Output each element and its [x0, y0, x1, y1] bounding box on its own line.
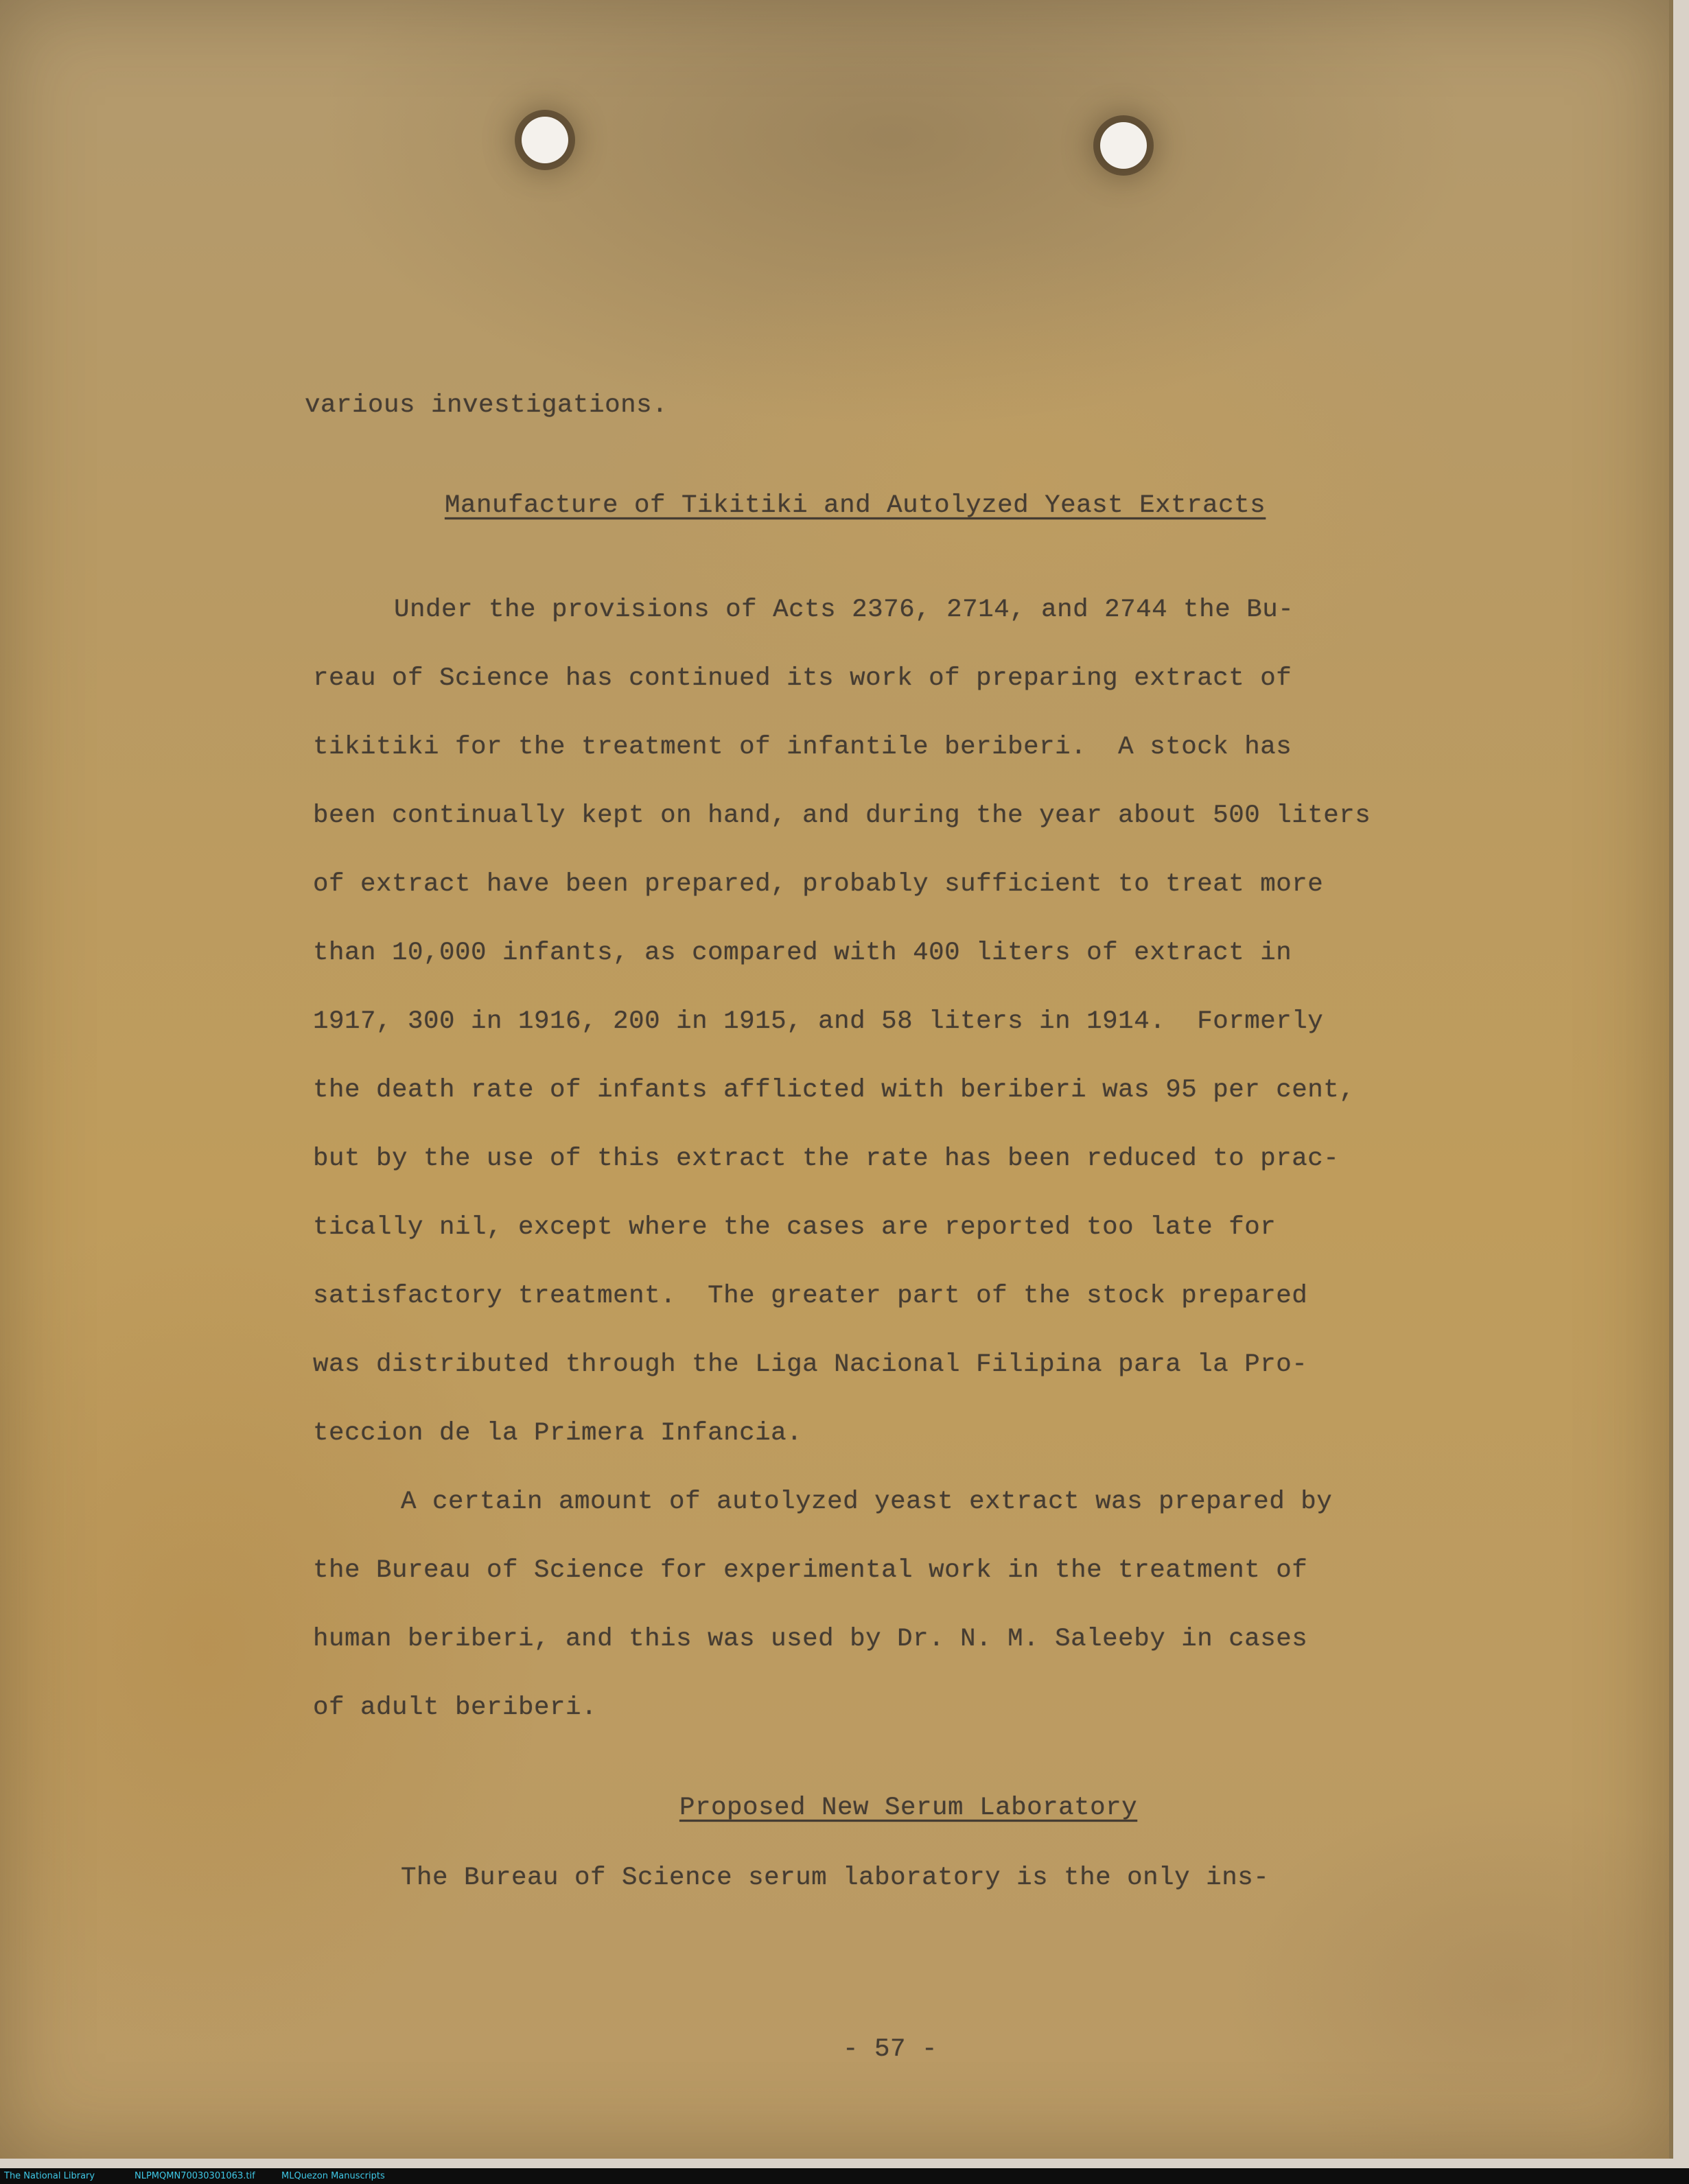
paragraph-line: satisfactory treatment. The greater part of the stock prepared	[313, 1282, 1308, 1311]
page-number: - 57 -	[843, 2035, 938, 2064]
paragraph-line: than 10,000 infants, as compared with 400 liters of extract in	[313, 939, 1292, 967]
footer-filename: NLPMQMN7003030106З.tif	[135, 2171, 255, 2181]
paragraph-line: teccion de la Primera Infancia.	[313, 1419, 803, 1448]
carryover-line: various investigations.	[305, 391, 668, 420]
paragraph-line: of adult beriberi.	[313, 1693, 598, 1722]
paragraph-line: reau of Science has continued its work of preparing extract of	[313, 664, 1292, 693]
paragraph-line: A certain amount of autolyzed yeast extract was prepared by	[401, 1488, 1333, 1516]
paragraph-line: Under the provisions of Acts 2376, 2714, and 2744 the Bu-	[394, 596, 1294, 624]
paragraph-line: 1917, 300 in 1916, 200 in 1915, and 58 liters in 1914. Formerly	[313, 1007, 1324, 1036]
paragraph-line: The Bureau of Science serum laboratory is the only ins-	[401, 1864, 1270, 1892]
paragraph-line: tikitiki for the treatment of infantile beriberi. A stock has	[313, 733, 1292, 762]
paragraph-line: human beriberi, and this was used by Dr. N. M. Saleeby in cases	[313, 1625, 1308, 1654]
paragraph-line: the death rate of infants afflicted with beriberi was 95 per cent,	[313, 1076, 1355, 1105]
footer-library: The National Library	[4, 2171, 95, 2181]
punch-hole-right	[1100, 122, 1147, 169]
punch-hole-left	[522, 117, 568, 163]
paragraph-line: was distributed through the Liga Nacional Filipina para la Pro-	[313, 1350, 1308, 1379]
paragraph-line: tically nil, except where the cases are reported too late for	[313, 1213, 1277, 1242]
paragraph-line: but by the use of this extract the rate has been reduced to prac-	[313, 1144, 1340, 1173]
paragraph-line: the Bureau of Science for experimental work in the treatment of	[313, 1556, 1308, 1585]
section-heading-tikitiki: Manufacture of Tikitiki and Autolyzed Yeast Extracts	[445, 491, 1266, 520]
paragraph-line: of extract have been prepared, probably sufficient to treat more	[313, 870, 1324, 899]
paragraph-line: been continually kept on hand, and during the year about 500 liters	[313, 801, 1371, 830]
section-heading-serum-laboratory: Proposed New Serum Laboratory	[679, 1794, 1138, 1822]
footer-collection: MLQuezon Manuscripts	[281, 2171, 385, 2181]
